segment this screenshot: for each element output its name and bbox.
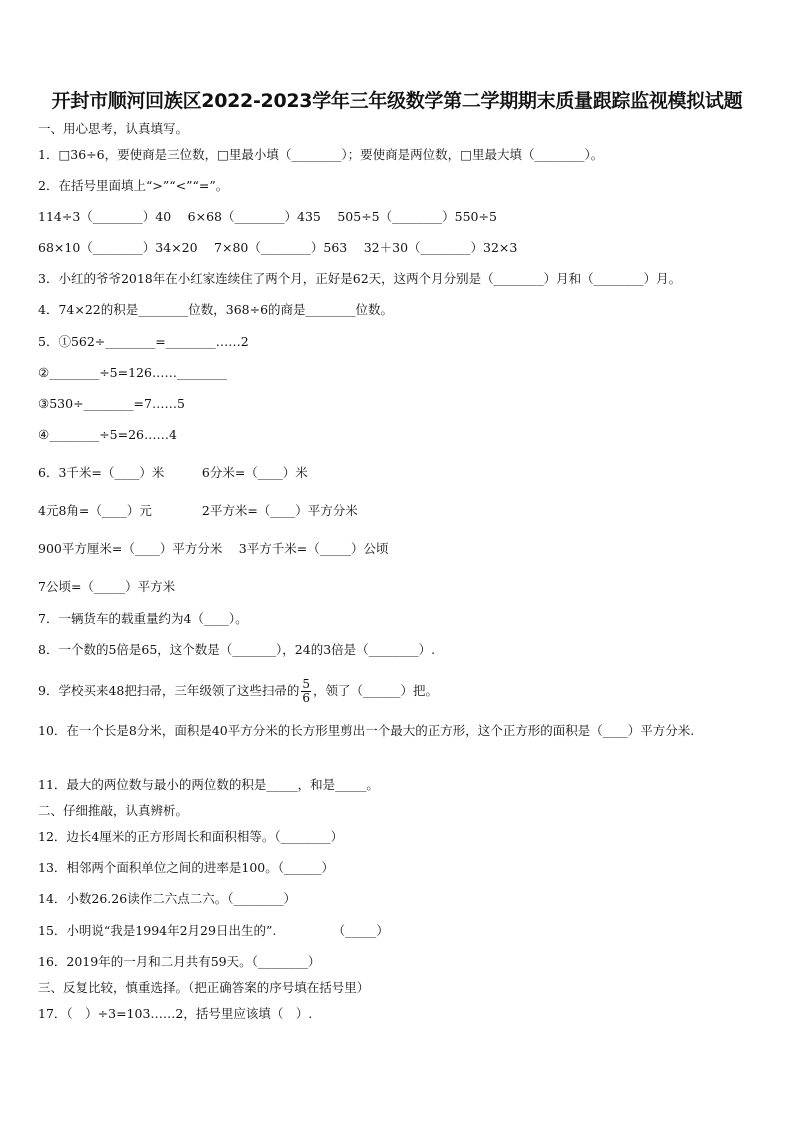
text-line: 1．□36÷6，要使商是三位数，□里最小填（________）；要使商是两位数，□里最大填（________）。 xyxy=(38,147,604,162)
text-line: 二、仔细推敲，认真辨析。 xyxy=(38,803,189,818)
text-line: 3．小红的爷爷2018年在小红家连续住了两个月，正好是62天，这两个月分别是（________）月和（________）月。 xyxy=(38,271,682,286)
text-line: 4．74×22的积是________位数，368÷6的商是________位数。 xyxy=(38,302,394,317)
text-line: ④________÷5=26……4 xyxy=(38,427,177,442)
q9-text-after: ，领了（______）把。 xyxy=(313,683,439,698)
fraction-denominator: 6 xyxy=(302,691,311,705)
text-line: 一、用心思考，认真填写。 xyxy=(38,121,189,136)
q9-text-before: 9．学校买来48把扫帚，三年级领了这些扫帚的 xyxy=(38,683,300,698)
text-line: 11．最大的两位数与最小的两位数的积是_____，和是_____。 xyxy=(38,777,379,792)
text-line: 10．在一个长是8分米，面积是40平方分米的长方形里剪出一个最大的正方形，这个正方形的面积是（____）平方分米. xyxy=(38,723,695,738)
text-line: 13．相邻两个面积单位之间的进率是100。（______） xyxy=(38,860,335,875)
text-line: 900平方厘米=（____）平方分米 3平方千米=（_____）公顷 xyxy=(38,541,389,556)
text-line: 16．2019年的一月和二月共有59天。（________） xyxy=(38,954,321,969)
question-9 xyxy=(38,678,438,705)
text-line: 114÷3（________）40 6×68（________）435 505÷5（________）550÷5 xyxy=(38,209,497,224)
text-line: ③530÷________=7……5 xyxy=(38,396,185,411)
text-line: 7公顷=（_____）平方米 xyxy=(38,579,176,594)
text-line: 三、反复比较，慎重选择。（把正确答案的序号填在括号里） xyxy=(38,980,370,995)
page-title: 开封市顺河回族区2022-2023学年三年级数学第二学期期末质量跟踪监视模拟试题 xyxy=(51,90,743,112)
text-line: 7．一辆货车的载重量约为4（____）。 xyxy=(38,611,248,626)
text-line: 15．小明说“我是1994年2月29日出生的”. （_____） xyxy=(38,923,389,938)
text-line: ②________÷5=126……________ xyxy=(38,365,227,380)
text-line: 12．边长4厘米的正方形周长和面积相等。（________） xyxy=(38,829,344,844)
fraction-numerator: 5 xyxy=(302,677,311,691)
text-line: 14．小数26.26读作二六点二六。（________） xyxy=(38,891,296,906)
text-line: 6．3千米=（____）米 6分米=（____）米 xyxy=(38,465,308,480)
text-line: 68×10（________）34×20 7×80（________）563 32＋30（________）32×3 xyxy=(38,240,518,255)
text-line: 17．（ ）÷3=103……2，括号里应该填（ ）. xyxy=(38,1006,313,1021)
text-line: 8．一个数的5倍是65，这个数是（_______），24的3倍是（________）. xyxy=(38,642,436,657)
text-line: 4元8角=（____）元 2平方米=（____）平方分米 xyxy=(38,503,358,518)
text-line: 5．①562÷________=________……2 xyxy=(38,334,249,349)
fraction xyxy=(301,678,311,705)
text-line: 2．在括号里面填上“>”“<”“=”。 xyxy=(38,178,229,193)
